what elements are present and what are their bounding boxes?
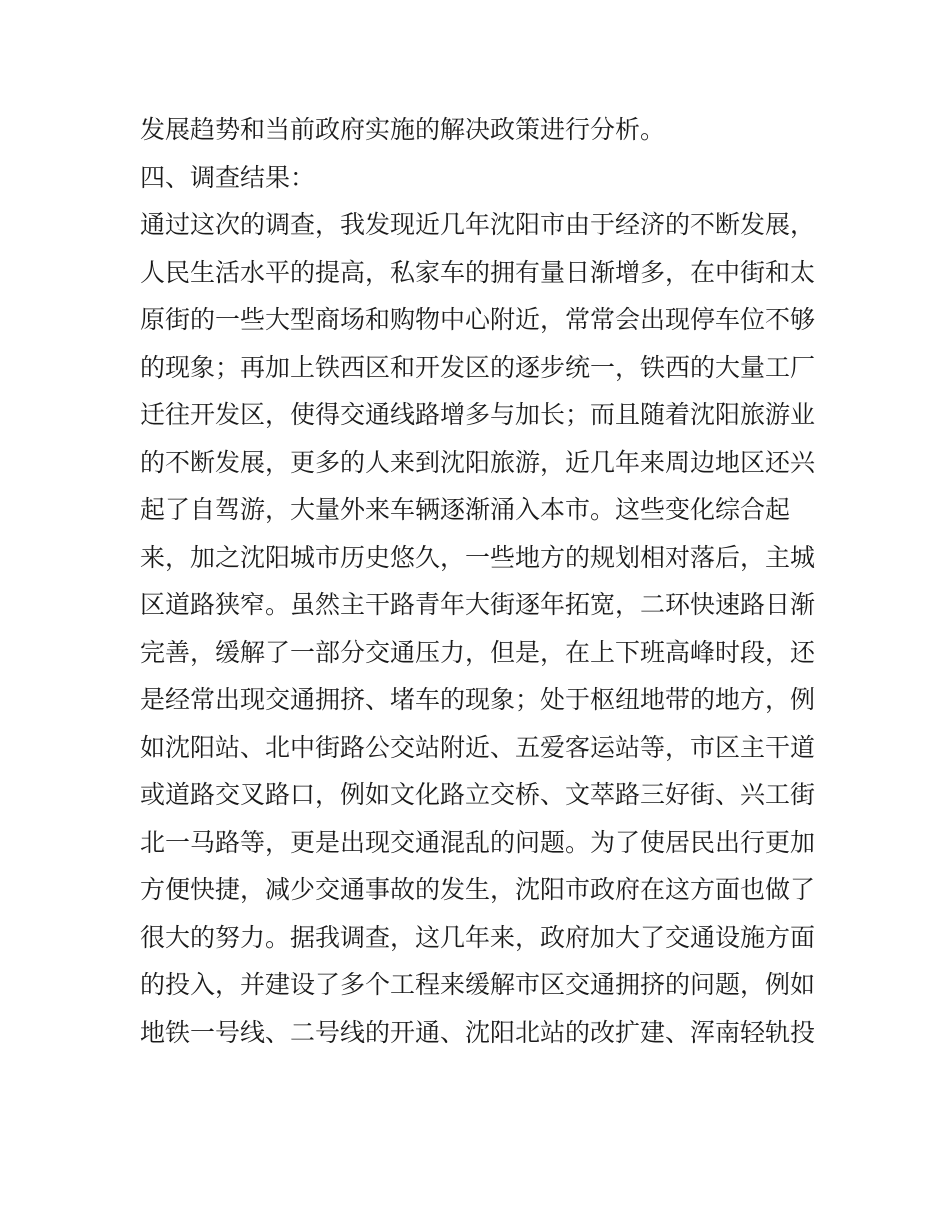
text-line: 的不断发展，更多的人来到沈阳旅游，近几年来周边地区还兴 <box>140 447 816 477</box>
text-line: 或道路交叉路口，例如文化路立交桥、文萃路三好街、兴工街 <box>140 780 816 809</box>
text-line: 北一马路等，更是出现交通混乱的问题。为了使居民出行更加 <box>140 827 816 857</box>
text-line: 人民生活水平的提高，私家车的拥有量日渐增多，在中街和太 <box>140 257 816 287</box>
body-text <box>140 106 820 1056</box>
text-line: 完善，缓解了一部分交通压力，但是，在上下班高峰时段，还 <box>140 637 816 667</box>
text-line: 发展趋势和当前政府实施的解决政策进行分析。 <box>140 115 666 144</box>
text-line: 的投入，并建设了多个工程来缓解市区交通拥挤的问题，例如 <box>140 970 816 999</box>
text-line: 原街的一些大型商场和购物中心附近，常常会出现停车位不够 <box>140 305 816 334</box>
text-line: 起了自驾游，大量外来车辆逐渐涌入本市。这些变化综合起 <box>140 495 791 524</box>
text-line: 方便快捷，减少交通事故的发生，沈阳市政府在这方面也做了 <box>140 875 816 904</box>
section-heading: 四、调查结果： <box>140 162 316 192</box>
text-line: 如沈阳站、北中街路公交站附近、五爱客运站等，市区主干道 <box>140 732 816 762</box>
text-line: 通过这次的调查，我发现近几年沈阳市由于经济的不断发展， <box>140 210 816 239</box>
text-line: 的现象；再加上铁西区和开发区的逐步统一，铁西的大量工厂 <box>140 352 816 382</box>
text-line: 很大的努力。据我调查，这几年来，政府加大了交通设施方面 <box>140 922 816 952</box>
text-line: 区道路狭窄。虽然主干路青年大街逐年拓宽，二环快速路日渐 <box>140 590 816 619</box>
text-line: 地铁一号线、二号线的开通、沈阳北站的改扩建、浑南轻轨投 <box>140 1017 816 1047</box>
text-line: 来，加之沈阳城市历史悠久，一些地方的规划相对落后，主城 <box>140 542 816 572</box>
text-line: 是经常出现交通拥挤、堵车的现象；处于枢纽地带的地方，例 <box>140 685 816 714</box>
text-line: 迁往开发区，使得交通线路增多与加长；而且随着沈阳旅游业 <box>140 400 816 429</box>
